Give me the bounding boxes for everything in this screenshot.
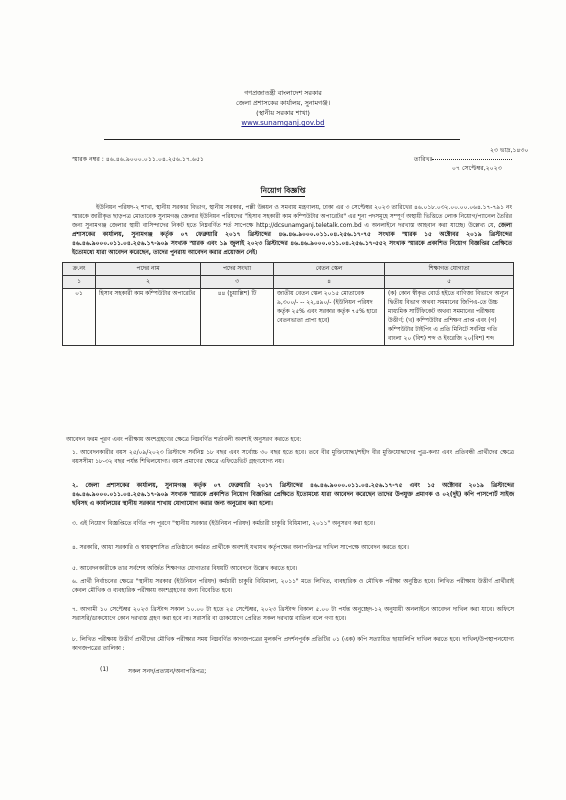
header-branch: (স্থানীয় সরকার শাখা) — [256, 109, 310, 117]
table-header: বেতন স্কেল — [274, 263, 385, 276]
table-header-row — [63, 263, 514, 276]
cell-count: ৪৪ (চুয়াল্লিশ) টি — [201, 289, 274, 346]
intro-paragraph — [72, 204, 512, 258]
table-header: ক্র.নং — [63, 263, 96, 276]
header-office: জেলা প্রশাসকের কার্যালয়, সুনামগঞ্জ। — [236, 99, 330, 107]
sub-item-label: (1) — [100, 666, 109, 673]
condition-2: ২. জেলা প্রশাসকের কার্যালয়, সুনামগঞ্জ কর্তৃক ০৭ ফেব্রুয়ারি ২০১৭ খ্রিস্টাব্দের ৪৬.৪৬.৯০০০.০১১.০৪.২৫৬.১৭-৭৫ এবং ১৫ অক্টোবর ২০১৯ খ্রিস্টাব্দের ৪৬.৪৬.৯০০০.০১১.০৪.২৫৬.১৭-৯০৯ সংখ্যক স্মারকে প্রকাশিত নিয়োগ বিজ্ঞপ্তির প্রেক্ষিতে ইতোমধ্যে যারা আবেদন করেছেন তাদের উপযুক্ত প্রমাণক ও ০২(দুই) কপি পাসপোর্ট সাইজ ছবিসহ এ কার্যালয়ের স্থানীয় সরকার শাখায় যোগাযোগ করার জন্য অনুরোধ করা হলো। — [72, 483, 514, 507]
date-english: ০৭ সেপ্টেম্বর,২০২৩ — [452, 165, 502, 172]
column-number: ৩ — [201, 276, 274, 289]
table-header: শিক্ষাগত যোগ্যতা — [385, 263, 514, 276]
letterhead — [0, 88, 566, 128]
condition-8: ৮. লিখিত পরীক্ষায় উত্তীর্ণ প্রার্থীদের মৌখিক পরীক্ষার সময় নিম্নবর্ণিত কাগজপত্রের মূলকপি প্রদর্শনপূর্বক প্রতিটির ০১ (এক) কপি সত্যায়িত ছায়ালিপি দাখিল করতে হবে। দাখিল/উপস্থাপনযোগ্য কাগজপত্রের তালিকা : — [72, 637, 514, 652]
header-divider — [104, 139, 460, 140]
condition-6: ৬. প্রার্থী নির্বাচনের ক্ষেত্রে "স্থানীয় সরকার (ইউনিয়ন পরিষদ) কর্মচারী চাকুরি বিধিমালা, ২০১১" মতে লিখিত, ব্যবহারিক ও মৌখিক পরীক্ষা অনুষ্ঠিত হবে। লিখিত পরীক্ষায় উত্তীর্ণ প্রার্থীরাই কেবল মৌখিক ও ব্যবহারিক পরীক্ষায় অংশগ্রহণের জন্য বিবেচিত হবে। — [72, 579, 514, 594]
conditions-lead: আবেদন ফরম পূরণ এবং পরীক্ষায় অংশগ্রহণের ক্ষেত্রে নিম্নবর্ণিত শর্তাবলী অবশ্যই অনুসরণ করতে হবে: — [66, 437, 302, 443]
condition-5: ৫. আবেদনকারীকে তার সর্বশেষ অর্জিত শিক্ষাগত যোগ্যতার বিষয়টি আবেদনে উল্লেখ করতে হবে। — [72, 566, 298, 572]
condition-7: ৭. আগামী ১০ সেপ্টেম্বর ২০২৩ খ্রিস্টাব্দ সকাল ১০.০০ টা হতে ২৫ সেপ্টেম্বর, ২০২৩ খ্রিস্টাব্দ বিকাল ৫.০০ টা পর্যন্ত অনুচ্ছেদ-১২ অনুযায়ী অনলাইনে আবেদন দাখিল করা যাবে। অফিসে সরাসরি/ডাকযোগে কোন দরখাস্ত গ্রহণ করা হবে না। সরাসরি বা ডাকযোগে প্রেরিত সকল দরখাস্ত বাতিল বলে গণ্য হবে। — [72, 607, 514, 622]
date-divider — [432, 159, 512, 160]
cell-serial: ০১ — [63, 289, 96, 346]
intro-bold-text: জেলা প্রশাসকের কার্যালয়, সুনামগঞ্জ কর্তৃক ০৭ ফেব্রুয়ারি ২০১৭ খ্রিস্টাব্দের ৪৬.৪৬.৯০০০.০১১.০৪.২৫৬.১৭-৭৫ সংখ্যক স্মারক ১৫ অক্টোবর ২০১৯ খ্রিস্টাব্দের ৪৬.৪৬.৯০০০.০১১.০৪.২৫৬.১৭-৯০৯ সংখ্যক স্মারক এবং ১৯ জুলাই ২০২৩ খ্রিস্টাব্দের ৪৬.৪৬.৯০০০.০১১.০৪.২৫৬.১৭-৫৫২ সংখ্যক স্মারকে প্রকাশিত নিয়োগ বিজ্ঞপ্তির প্রেক্ষিতে ইতোমধ্যে যারা আবেদন করেছেন, তাদের পুনরায় আবেদন করার প্রয়োজন নেই। — [72, 223, 512, 256]
date-bangla: ২৩ ভাদ্র,১৪৩০ — [490, 147, 529, 154]
cell-qualification: (ক) কোন স্বীকৃত বোর্ড হইতে বাণিজ্য বিভাগে অন্যূন দ্বিতীয় বিভাগ অথবা সমমানের জিপিএ-তে উচ্চ মাধ্যমিক সার্টিফিকেট অথবা সমমানের পরীক্ষায় উত্তীর্ণ; (খ) কম্পিউটার প্রশিক্ষণ প্রাপ্ত এবং (গ) কম্পিউটার টাইপিং এ প্রতি মিনিটে সর্বনিম্ন গতি বাংলা ২০ (বিশ) শব্দ ও ইংরেজি ২০(বিশ) শব্দ — [385, 289, 514, 346]
website-link[interactable]: www.sunamganj.gov.bd — [241, 119, 325, 127]
table-row — [63, 289, 514, 346]
memo-number: স্মারক নম্বর : ৪৬.৪৬.৯০০০.০১১.০৪.২৫৬.১৭.৬৫১ — [72, 156, 205, 163]
condition-4: ৪. সরকারি, আধা সরকারি ও স্বায়ত্বশাসিত প্রতিষ্ঠানে কর্মরত প্রার্থীকে অবশ্যই যথাযথ কর্তৃপক্ষের অনাপত্তিপত্র দাখিল সাপেক্ষে আবেদন করতে হবে। — [72, 545, 409, 551]
sub-item-text: সকল সনদ/প্রত্যয়ন/অনাপত্তিপত্র; — [128, 668, 207, 675]
header-government: গণপ্রজাতন্ত্রী বাংলাদেশ সরকার — [244, 89, 322, 97]
table-header: পদের নাম — [96, 263, 201, 276]
column-number: ২ — [96, 276, 201, 289]
condition-3: ৩. এই নিয়োগ বিজ্ঞপ্তিতে বর্ণিত পদ পূরণে "স্থানীয় সরকার (ইউনিয়ন পরিষদ) কর্মচারী চাকুরি বিধিমালা, ২০১১" অনুসরণ করা হবে। — [72, 521, 375, 527]
date-label: তারিখঃ — [414, 156, 433, 163]
notice-title: নিয়োগ বিজ্ঞপ্তি — [260, 186, 306, 195]
column-number: ১ — [63, 276, 96, 289]
condition-1: ১. আবেদনকারীর বয়স ২৫/০৯/২০২৩ খ্রিস্টাব্দে সর্বনিম্ন ১৮ বছর এবং সর্বোচ্চ ৩০ বছর হতে হবে। তবে বীর মুক্তিযোদ্ধা/শহীদ বীর মুক্তিযোদ্ধাদের পুত্র-কন্যা এবং প্রতিবন্ধী প্রার্থীদের ক্ষেত্রে বয়সসীমা ১৮-৩২ বছর পর্যন্ত শিথিলযোগ্য। বয়স প্রমাণের ক্ষেত্রে এফিডেভিট গ্রহণযোগ্য নয়। — [72, 450, 514, 465]
table-header: পদের সংখ্যা — [201, 263, 274, 276]
vacancy-table — [62, 262, 514, 346]
cell-post: হিসাব সহকারী কাম কম্পিউটার অপারেটর — [96, 289, 201, 346]
intro-text: ইউনিয়ন পরিষদ-২ শাখা, স্থানীয় সরকার বিভাগ, স্থানীয় সরকার, পল্লী উন্নয়ন ও সমবায় মন্ত্রণালয়, ঢাকা এর ৩ সেপ্টেম্বর ২০২৩ তারিখের ৪৬.০১৮.০৩২.০০.০০.০৬৪.১৭-৭৯১ নং স্মারকে জারীকৃত ছাড়পত্র মোতাবেক সুনামগঞ্জ জেলার ইউনিয়ন পরিষদের "হিসাব সহকারী কাম কম্পিউটার অপারেটর" এর শূন্য পদসমূহে সম্পূর্ণ অস্থায়ী ভিত্তিতে লোক নিয়োগ/প্যানেল তৈরির জন্য সুনামগঞ্জ জেলার স্থায়ী বাসিন্দাদের নিকট হতে নিম্নবর্ণিত শর্ত সাপেক্ষে http://dcsunamganj.teletalk.com.bd এ অনলাইনে দরখাস্ত আহবান করা যাচ্ছে। উল্লেখ্য যে, — [72, 205, 512, 229]
column-number: ৫ — [385, 276, 514, 289]
cell-pay: জাতীয় বেতন স্কেল ২০১৫ মোতাবেক ৯,৩০০/- -- ২২,৪৯০/- (ইউনিয়ন পরিষদ কর্তৃক ২৫% এবং সরকার কর্তৃক ৭৫% হারে বেতনভাতা প্রাপ্য হবে) — [274, 289, 385, 346]
column-number: ৪ — [274, 276, 385, 289]
table-number-row — [63, 276, 514, 289]
